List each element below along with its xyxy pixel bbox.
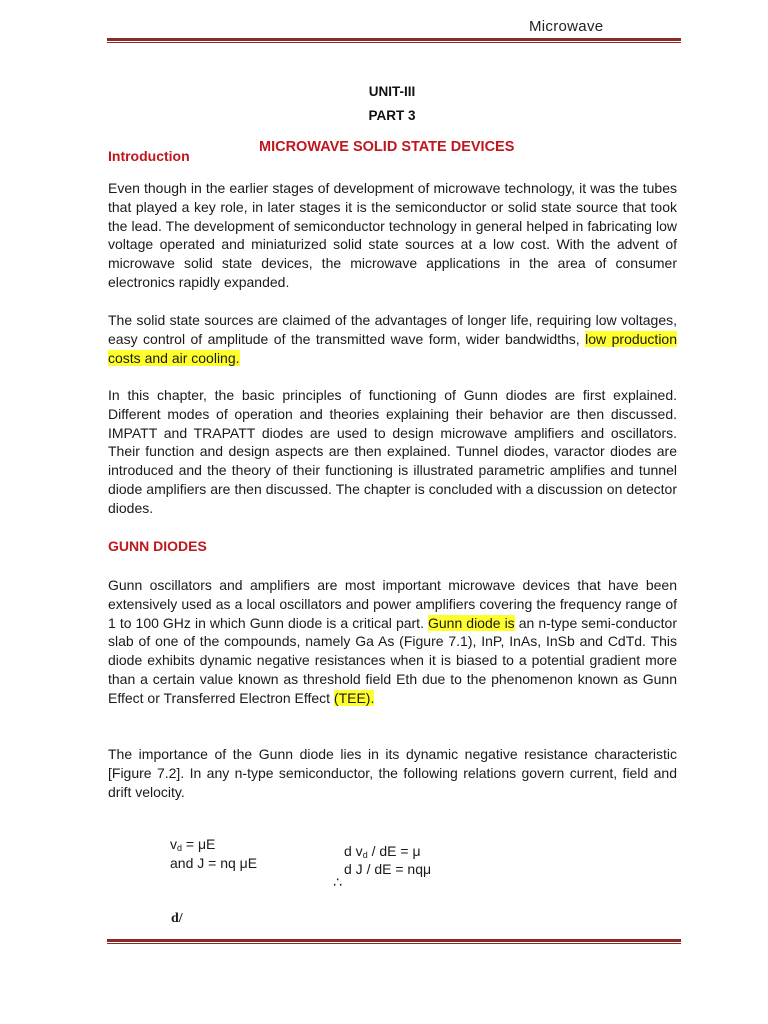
equation-mobility-derivative: d $v_d$ / dE = μ	[344, 843, 421, 860]
paragraph-text: The solid state sources are claimed of the advantages of longer life, requiring low voltages, easy control of amplitude of the transmitted wave form, wider bandwidths,	[108, 312, 677, 347]
header-rule	[107, 38, 681, 43]
footer-rule	[107, 939, 681, 944]
equation-drift-velocity: $v_d = \mu E$	[170, 836, 216, 853]
gunn-paragraph-1	[108, 576, 677, 708]
chapter-title: MICROWAVE SOLID STATE DEVICES	[259, 139, 515, 155]
highlighted-text: low production costs and air cooling.	[108, 330, 678, 366]
intro-paragraph-1: Even though in the earlier stages of development of microwave technology, it was the tubes that played a key role, in later stages it is the semiconductor or solid state source that took the lead. The development of semiconductor technology in general helped in fabricating low voltage operated and miniaturized solid state sources at a low cost. With the advent of microwave solid state devices, the microwave applications in the area of consumer electronics rapidly expanded.	[108, 180, 677, 290]
equation-current-density: and J = nq μE	[170, 855, 258, 871]
highlighted-text: Gunn diode is	[428, 614, 515, 631]
gunn-paragraph-2: The importance of the Gunn diode lies in its dynamic negative resistance characteristic [Figure 7.2]. In any n-type semiconductor, the following relations govern current, field and drift velocity.	[108, 746, 677, 800]
running-header: Microwave	[529, 18, 604, 35]
therefore-symbol: ∴	[333, 874, 342, 890]
paragraph-text: an n-type semi-conductor slab of one of the compounds, namely Ga As (Figure 7.1), InP, InAs, InSb and CdTd. This diode exhibits dynamic negative resistances when it is biased to a potential gradient more than a certain value known as threshold field Eth due to the phenomenon known as Gunn Effect or Transferred Electron Effect	[108, 614, 677, 706]
highlighted-text: (TEE).	[333, 689, 375, 706]
intro-paragraph-2	[108, 311, 677, 367]
paragraph-text: Gunn oscillators and amplifiers are most important microwave devices that have been extensively used as a local oscillators and power amplifiers covering the frequency range of 1 to 100 GHz in which Gunn diode is a critical part.	[108, 577, 677, 631]
part-heading: PART 3	[368, 108, 416, 123]
introduction-heading: Introduction	[108, 148, 190, 164]
intro-paragraph-3: In this chapter, the basic principles of functioning of Gunn diodes are first explained. Different modes of operation and theories explaining their behavior are then discussed. IMPATT and TRAPATT diodes are used to design microwave amplifiers and oscillators. Their function and design aspects are then explained. Tunnel diodes, varactor diodes are introduced and the theory of their functioning is illustrated parametric amplifies and tunnel diode amplifiers are then discussed. The chapter is concluded with a discussion on detector diodes.	[108, 387, 677, 516]
unit-heading: UNIT-III	[368, 84, 416, 99]
gunn-diodes-heading: GUNN DIODES	[108, 538, 207, 554]
equation-current-derivative: d J / dE = nqμ	[344, 861, 432, 877]
fraction-fragment: d/	[171, 911, 183, 926]
